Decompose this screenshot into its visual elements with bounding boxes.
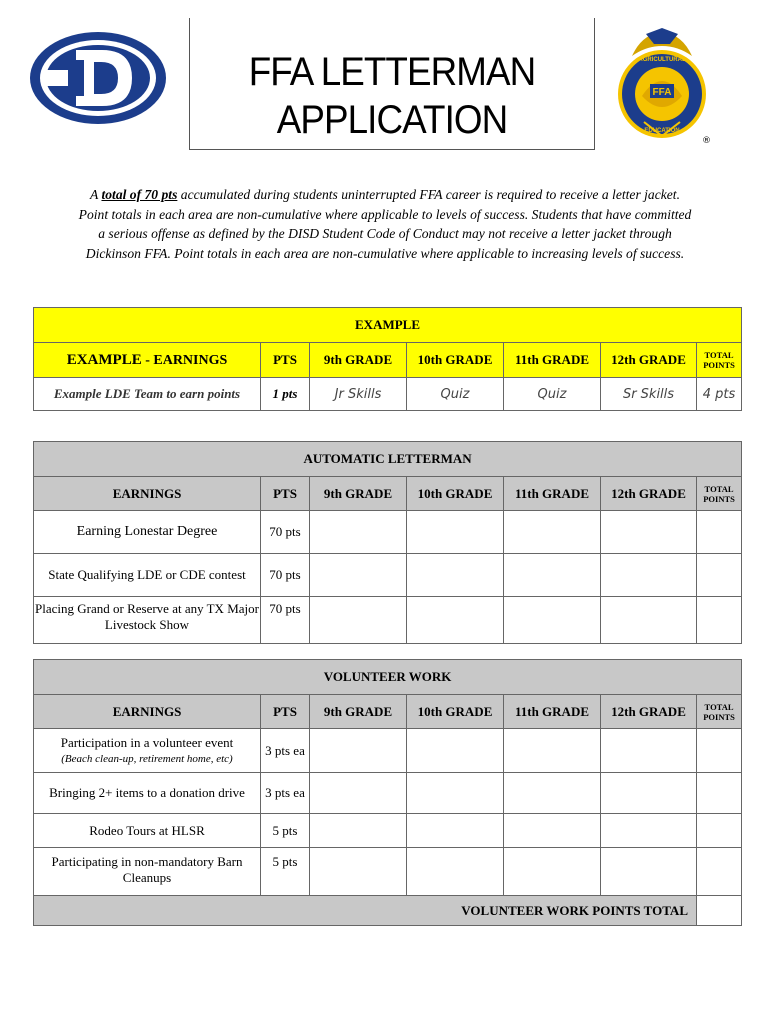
grade10-cell[interactable]: [407, 814, 504, 848]
table-row: [34, 729, 742, 773]
grade9-cell[interactable]: [310, 848, 407, 896]
total-points-header: TOTAL POINTS: [697, 343, 742, 378]
row-pts: 5 pts: [261, 814, 310, 848]
grade11-header: 11th GRADE: [504, 695, 601, 729]
grade11-cell[interactable]: [504, 814, 601, 848]
automatic-letterman-table: [33, 441, 742, 644]
grade10-cell[interactable]: [407, 848, 504, 896]
grade12-header: 12th GRADE: [601, 343, 697, 378]
row-pts: 70 pts: [261, 597, 310, 644]
example-band: EXAMPLE: [34, 308, 742, 343]
pts-header: PTS: [261, 695, 310, 729]
grade12-header: 12th GRADE: [601, 695, 697, 729]
row-pts: 70 pts: [261, 511, 310, 554]
registered-mark: ®: [702, 136, 711, 146]
grade12-cell[interactable]: [601, 511, 697, 554]
total-points-header: TOTAL POINTS: [697, 695, 742, 729]
example-grade12-cell[interactable]: Sr Skills: [601, 378, 697, 411]
total-points-header: TOTAL POINTS: [697, 477, 742, 511]
example-grade11-cell[interactable]: Quiz: [504, 378, 601, 411]
total-cell[interactable]: [697, 814, 742, 848]
total-cell[interactable]: [697, 597, 742, 644]
grade12-cell[interactable]: [601, 814, 697, 848]
total-cell[interactable]: [697, 511, 742, 554]
page-title: FFA LETTERMAN APPLICATION: [248, 50, 536, 142]
grade11-cell[interactable]: [504, 729, 601, 773]
example-earnings-header: EXAMPLE - EARNINGS: [34, 343, 261, 378]
grade9-cell[interactable]: [310, 773, 407, 814]
example-total-cell[interactable]: 4 pts: [697, 378, 742, 411]
row-sublabel: (Beach clean-up, retirement home, etc): [61, 752, 233, 765]
ffa-emblem-logo: [612, 26, 712, 144]
row-label: Participating in non-mandatory Barn Cleanups: [34, 848, 261, 896]
grade11-header: 11th GRADE: [504, 477, 601, 511]
table-row: [34, 814, 742, 848]
grade9-header: 9th GRADE: [310, 695, 407, 729]
grade11-cell[interactable]: [504, 848, 601, 896]
example-grade10-cell[interactable]: Quiz: [407, 378, 504, 411]
grade9-cell[interactable]: [310, 597, 407, 644]
grade12-cell[interactable]: [601, 729, 697, 773]
intro-paragraph: A total of 70 pts accumulated during students uninterrupted FFA career is required to receive a letter jacket. Point totals in each area are non-cumulative where applicable to levels of success. Students that have committed a serious offense as defined by the DISD Student Code of Conduct may not receive a letter jacket through Dickinson FFA. Point totals in each area are non-cumulative where applicable to increasing levels of success.: [78, 187, 692, 261]
grade11-cell[interactable]: [504, 511, 601, 554]
example-grade9-cell[interactable]: Jr Skills: [310, 378, 407, 411]
intro-emphasis: total of 70 pts: [101, 187, 178, 202]
grade12-cell[interactable]: [601, 773, 697, 814]
grade9-cell[interactable]: [310, 511, 407, 554]
grade12-cell[interactable]: [601, 597, 697, 644]
row-label: Bringing 2+ items to a donation drive: [34, 773, 261, 814]
volunteer-total-label: VOLUNTEER WORK POINTS TOTAL: [34, 896, 697, 926]
pts-header: PTS: [261, 343, 310, 378]
row-label: Placing Grand or Reserve at any TX Major Livestock Show: [34, 597, 261, 644]
title-box: [189, 18, 595, 150]
row-label: Rodeo Tours at HLSR: [34, 814, 261, 848]
grade10-cell[interactable]: [407, 773, 504, 814]
table-row: [34, 773, 742, 814]
grade9-cell[interactable]: [310, 814, 407, 848]
grade10-header: 10th GRADE: [407, 695, 504, 729]
pts-header: PTS: [261, 477, 310, 511]
automatic-earnings-header: EARNINGS: [34, 477, 261, 511]
total-cell[interactable]: [697, 773, 742, 814]
grade9-cell[interactable]: [310, 729, 407, 773]
grade10-cell[interactable]: [407, 554, 504, 597]
grade9-header: 9th GRADE: [310, 343, 407, 378]
table-row: [34, 554, 742, 597]
grade12-cell[interactable]: [601, 848, 697, 896]
volunteer-total-cell[interactable]: [697, 896, 742, 926]
row-pts: 3 pts ea: [261, 773, 310, 814]
table-row: [34, 848, 742, 896]
grade11-cell[interactable]: [504, 554, 601, 597]
district-d-logo: [28, 30, 168, 126]
grade10-header: 10th GRADE: [407, 477, 504, 511]
svg-text:AGRICULTURAL: AGRICULTURAL: [638, 57, 686, 63]
row-pts: 3 pts ea: [261, 729, 310, 773]
grade9-cell[interactable]: [310, 554, 407, 597]
grade10-cell[interactable]: [407, 729, 504, 773]
svg-text:FFA: FFA: [652, 87, 672, 98]
table-row: [34, 597, 742, 644]
example-row-pts: 1 pts: [261, 378, 310, 411]
total-cell[interactable]: [697, 554, 742, 597]
grade10-header: 10th GRADE: [407, 343, 504, 378]
grade11-cell[interactable]: [504, 773, 601, 814]
example-row-label: Example LDE Team to earn points: [34, 378, 261, 411]
automatic-band: AUTOMATIC LETTERMAN: [34, 442, 742, 477]
row-label: Earning Lonestar Degree: [34, 511, 261, 554]
grade10-cell[interactable]: [407, 597, 504, 644]
grade11-header: 11th GRADE: [504, 343, 601, 378]
volunteer-work-table: [33, 659, 742, 926]
grade9-header: 9th GRADE: [310, 477, 407, 511]
grade11-cell[interactable]: [504, 597, 601, 644]
volunteer-band: VOLUNTEER WORK: [34, 660, 742, 695]
row-label: Participation in a volunteer event (Beach clean-up, retirement home, etc): [34, 729, 261, 773]
table-row: [34, 511, 742, 554]
volunteer-earnings-header: EARNINGS: [34, 695, 261, 729]
svg-text:EDUCATION: EDUCATION: [644, 128, 680, 134]
grade12-header: 12th GRADE: [601, 477, 697, 511]
row-pts: 70 pts: [261, 554, 310, 597]
total-cell[interactable]: [697, 729, 742, 773]
row-pts: 5 pts: [261, 848, 310, 896]
row-label: State Qualifying LDE or CDE contest: [34, 554, 261, 597]
grade12-cell[interactable]: [601, 554, 697, 597]
total-cell[interactable]: [697, 848, 742, 896]
example-table: [33, 307, 742, 411]
grade10-cell[interactable]: [407, 511, 504, 554]
